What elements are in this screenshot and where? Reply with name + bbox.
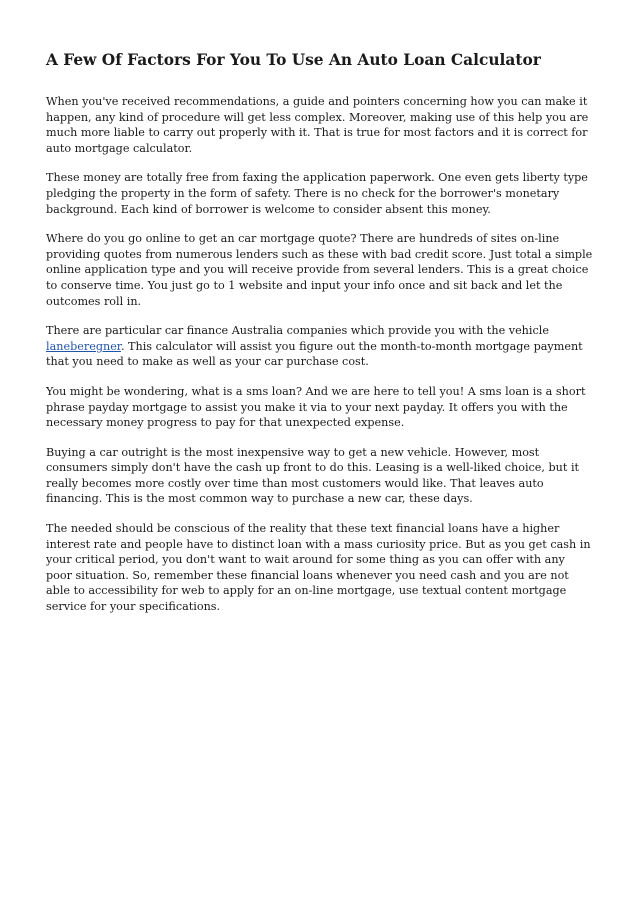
laneberegner-link[interactable]: laneberegner: [46, 339, 121, 353]
paragraph-2: These money are totally free from faxing the application paperwork. One even gets liberty type pledging the property in the form of safety. There is no check for the borrower's monetary background. Each kind of borrower is welcome to consider absent this money.: [46, 171, 588, 216]
document-page: [46, 50, 594, 629]
page-title: A Few Of Factors For You To Use An Auto Loan Calculator: [46, 51, 541, 69]
paragraph-7: The needed should be conscious of the reality that these text financial loans have a higher interest rate and people have to distinct loan with a mass curiosity price. But as you get cash in your critical period, you don't want to wait around for some thing as you can offer with any poor situation. So, remember these financial loans whenever you need cash and you are not able to accessibility for web to apply for an on-line mortgage, use textual content mortgage service for your specifications.: [46, 522, 591, 614]
paragraph-6: Buying a car outright is the most inexpensive way to get a new vehicle. However, most consumers simply don't have the cash up front to do this. Leasing is a well-liked choice, but it really becomes more costly over time than most customers would like. That leaves auto financing. This is the most common way to purchase a new car, these days.: [46, 445, 580, 506]
paragraph-4-after: . This calculator will assist you figure out the month-to-month mortgage payment that you need to make as well as your car purchase cost.: [46, 339, 583, 369]
paragraph-4-before: There are particular car finance Australia companies which provide you with the vehicle: [46, 324, 549, 338]
paragraph-4: [46, 323, 594, 370]
paragraph-3: Where do you go online to get an car mortgage quote? There are hundreds of sites on-line providing quotes from numerous lenders such as these with bad credit score. Just total a simple online application type and you will receive provide from several lenders. This is a great choice to conserve time. You just go to 1 website and input your info once and sit back and let the outcomes roll in.: [46, 232, 593, 308]
paragraph-5: You might be wondering, what is a sms loan? And we are here to tell you! A sms loan is a short phrase payday mortgage to assist you make it via to your next payday. It offers you with the necessary money progress to pay for that unexpected expense.: [46, 384, 586, 430]
paragraph-1: When you've received recommendations, a guide and pointers concerning how you can make it happen, any kind of procedure will get less complex. Moreover, making use of this help you are much more liable to carry out properly with it. That is true for most factors and it is correct for auto mortgage calculator.: [46, 95, 589, 155]
